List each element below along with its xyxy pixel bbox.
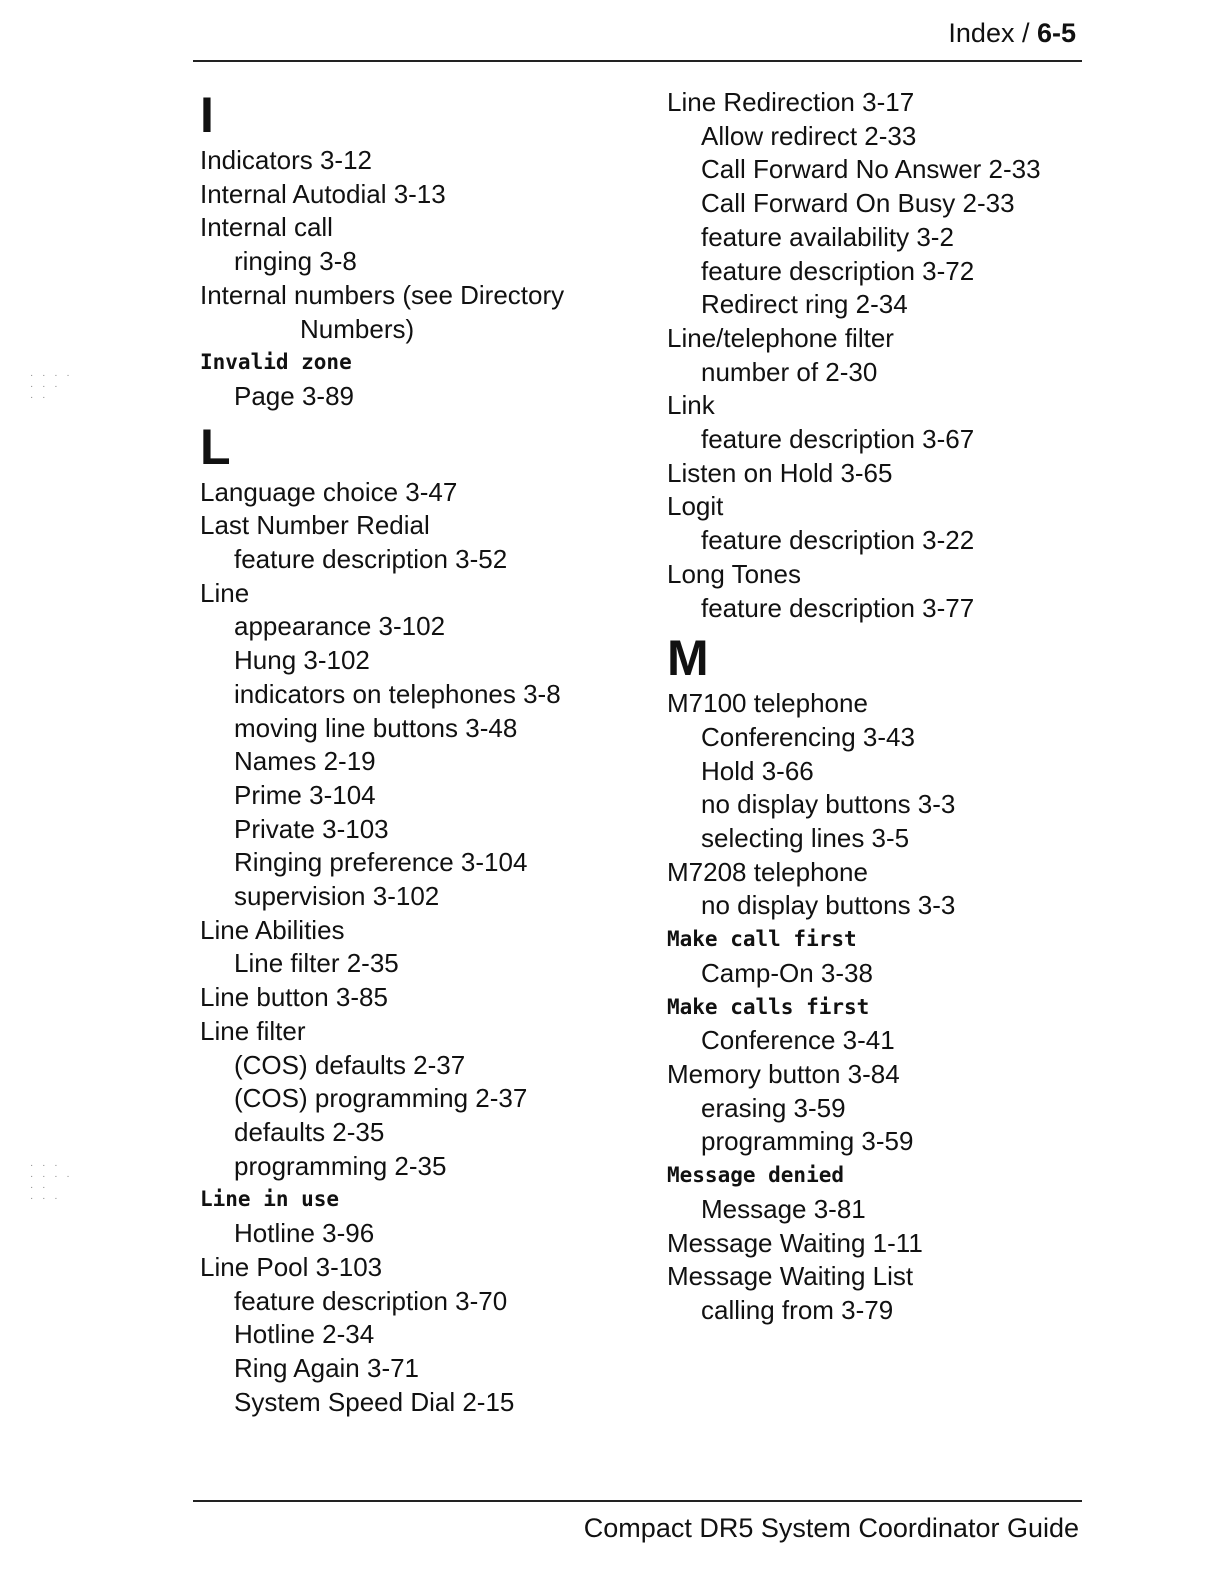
- index-entry: Line: [200, 577, 250, 608]
- index-entry: Line Redirection 3-17: [667, 87, 915, 117]
- header-page-number: 6-5: [1036, 18, 1076, 48]
- index-entry: Language choice 3-47: [200, 476, 458, 507]
- index-entry: Internal Autodial 3-13: [200, 178, 446, 209]
- index-entry: Line filter: [200, 1015, 306, 1046]
- index-subentry: Hotline 3-96: [234, 1218, 375, 1249]
- index-subentry: Hotline 2-34: [234, 1319, 375, 1350]
- index-subentry: indicators on telephones 3-8: [234, 678, 561, 709]
- index-entry: Message Waiting 1-11: [667, 1227, 923, 1258]
- index-subentry: no display buttons 3-3: [701, 890, 956, 921]
- index-subentry: Conference 3-41: [701, 1025, 895, 1056]
- index-subentry: programming 2-35: [234, 1150, 447, 1181]
- index-entry: Line Pool 3-103: [200, 1251, 383, 1282]
- index-subentry: Call Forward No Answer 2-33: [701, 154, 1041, 185]
- index-subentry: Camp-On 3-38: [701, 957, 873, 988]
- index-subentry: number of 2-30: [701, 356, 878, 387]
- index-subentry: Page 3-89: [234, 380, 354, 411]
- index-left-column: [200, 86, 620, 1419]
- index-subentry: Message 3-81: [701, 1193, 866, 1224]
- index-entry: Long Tones: [667, 558, 801, 589]
- footer-rule: [193, 1500, 1082, 1502]
- index-subentry: moving line buttons 3-48: [234, 712, 518, 743]
- index-entry: Listen on Hold 3-65: [667, 457, 893, 488]
- running-header: [948, 18, 1076, 49]
- section-letter: I: [200, 87, 214, 143]
- index-subentry: Prime 3-104: [234, 779, 376, 810]
- index-entry-continuation: Numbers): [300, 313, 415, 344]
- running-footer: Compact DR5 System Coordinator Guide: [583, 1513, 1079, 1543]
- index-subentry: feature description 3-70: [234, 1285, 508, 1316]
- index-subentry: Call Forward On Busy 2-33: [701, 188, 1015, 219]
- index-entry: Logit: [667, 491, 724, 522]
- index-entry: Line/telephone filter: [667, 322, 894, 353]
- index-subentry: supervision 3-102: [234, 881, 440, 912]
- index-subentry: ringing 3-8: [234, 246, 357, 277]
- scan-speckle: · · · · · · · · · · · ·: [30, 1160, 73, 1204]
- index-subentry: Line filter 2-35: [234, 948, 399, 979]
- index-entry: M7208 telephone: [667, 856, 868, 887]
- index-entry: Memory button 3-84: [667, 1058, 900, 1089]
- index-subentry: appearance 3-102: [234, 611, 446, 642]
- index-entry: Internal numbers (see Directory: [200, 279, 565, 310]
- index-subentry: System Speed Dial 2-15: [234, 1386, 515, 1417]
- index-subentry: Redirect ring 2-34: [701, 289, 908, 320]
- index-display-message: Make calls first: [667, 994, 870, 1019]
- index-display-message: Line in use: [200, 1187, 340, 1212]
- index-subentry: Ringing preference 3-104: [234, 847, 528, 878]
- index-subentry: (COS) defaults 2-37: [234, 1049, 466, 1080]
- index-subentry: defaults 2-35: [234, 1116, 385, 1147]
- index-subentry: erasing 3-59: [701, 1092, 846, 1123]
- index-subentry: Hold 3-66: [701, 755, 814, 786]
- index-entry: Link: [667, 390, 715, 421]
- index-subentry: feature description 3-52: [234, 544, 508, 575]
- index-subentry: calling from 3-79: [701, 1294, 894, 1325]
- index-display-message: Invalid zone: [200, 350, 352, 375]
- index-subentry: programming 3-59: [701, 1126, 914, 1157]
- index-entry: Line Abilities: [200, 914, 345, 945]
- index-display-message: Make call first: [667, 927, 857, 952]
- index-entry: Last Number Redial: [200, 510, 430, 541]
- index-subentry: feature description 3-22: [701, 525, 975, 556]
- index-subentry: no display buttons 3-3: [701, 789, 956, 820]
- header-section: Index /: [948, 18, 1037, 48]
- index-subentry: feature availability 3-2: [701, 221, 954, 252]
- section-letter: M: [667, 630, 709, 687]
- index-subentry: Ring Again 3-71: [234, 1352, 420, 1383]
- section-letter: L: [200, 418, 231, 475]
- index-display-message: Message denied: [667, 1163, 845, 1188]
- index-subentry: Allow redirect 2-33: [701, 120, 917, 151]
- index-subentry: Hung 3-102: [234, 645, 370, 676]
- index-entry: Internal call: [200, 212, 333, 243]
- index-subentry: Private 3-103: [234, 813, 389, 844]
- index-subentry: feature description 3-77: [701, 592, 975, 623]
- index-entry: Line button 3-85: [200, 982, 388, 1013]
- scan-speckle: · · · · · · · · ·: [30, 370, 73, 403]
- index-subentry: Names 2-19: [234, 746, 376, 777]
- index-entry: Message Waiting List: [667, 1261, 914, 1292]
- index-entry: Indicators 3-12: [200, 145, 372, 175]
- index-subentry: (COS) programming 2-37: [234, 1083, 528, 1114]
- index-entry: M7100 telephone: [667, 688, 868, 719]
- header-rule: [193, 60, 1082, 62]
- index-right-column: [667, 86, 1107, 1328]
- index-subentry: Conferencing 3-43: [701, 721, 915, 752]
- index-subentry: feature description 3-67: [701, 424, 975, 455]
- index-subentry: selecting lines 3-5: [701, 823, 910, 854]
- index-subentry: feature description 3-72: [701, 255, 975, 286]
